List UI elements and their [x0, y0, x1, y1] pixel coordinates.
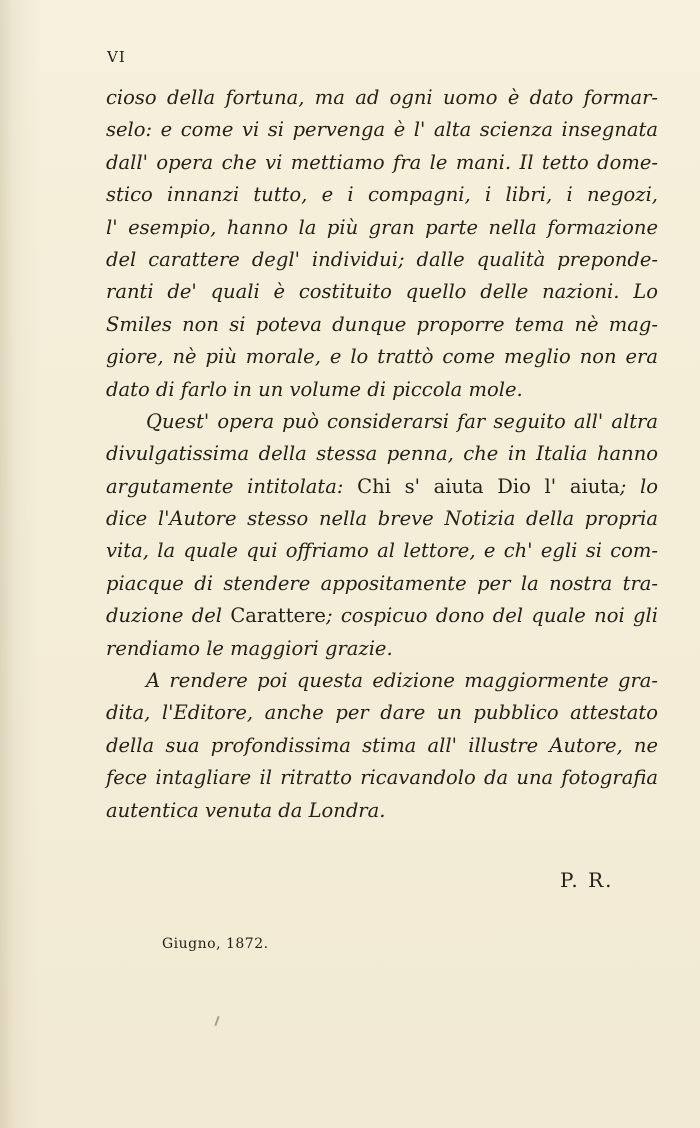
text-segment: dall' opera che vi mettiamo fra le mani. Il tetto dome-: [106, 150, 658, 174]
text-segment: cioso della fortuna, ma ad ogni uomo è dato formar-: [106, 86, 658, 109]
text-line: [106, 341, 658, 373]
date-line: Giugno, 1872.: [162, 936, 269, 952]
text-segment: della sua profondissima stima all' illustre Autore, ne: [106, 733, 658, 757]
text-segment: Quest' opera può considerarsi far seguito all' altra: [146, 409, 658, 433]
text-line: [106, 438, 658, 470]
text-line: [106, 795, 658, 827]
text-segment: dato di farlo in un volume di piccola mole.: [106, 377, 523, 401]
text-segment: argutamente intitolata:: [106, 474, 358, 498]
text-line: [106, 697, 658, 729]
text-line: [106, 179, 658, 211]
text-segment: vita, la quale qui offriamo al lettore, e ch' egli si com-: [106, 539, 658, 563]
text-line: [106, 212, 658, 244]
text-segment: ; cospicuo dono del quale noi gli: [325, 604, 658, 628]
text-line: [106, 244, 658, 276]
text-segment: giore, nè più morale, e lo trattò come meglio non era: [106, 345, 658, 369]
text-segment: Chi s' aiuta Dio l' aiuta: [357, 474, 620, 498]
text-line: [106, 276, 658, 308]
text-segment: A rendere poi questa edizione maggiormente gra-: [146, 669, 658, 693]
page-number: VI: [107, 48, 126, 66]
text-line: [106, 535, 658, 567]
text-line: [106, 600, 658, 632]
text-segment: stico innanzi tutto, e i compagni, i libri, i negozi,: [106, 183, 658, 207]
text-line: [106, 147, 658, 179]
text-segment: l' esempio, hanno la più gran parte nella formazione: [106, 215, 658, 239]
text-line: [106, 633, 658, 665]
text-segment: piacque di stendere appositamente per la nostra tra-: [106, 571, 658, 595]
body-text: [106, 82, 658, 827]
text-line: [106, 730, 658, 762]
text-line: [106, 503, 658, 535]
text-line: [106, 568, 658, 600]
text-segment: selo: e come vi si pervenga è l' alta scienza insegnata: [106, 118, 658, 142]
text-segment: dita, l'Editore, anche per dare un pubblico attestato: [106, 701, 658, 725]
signature-initials: P. R.: [560, 868, 614, 892]
text-segment: del carattere degl' individui; dalle qualità preponde-: [106, 247, 658, 271]
stray-ink-mark: [214, 1016, 219, 1026]
text-segment: autentica venuta da Londra.: [106, 798, 386, 822]
text-segment: rendiamo le maggiori grazie.: [106, 636, 393, 660]
text-line: [106, 82, 658, 114]
text-line: [106, 114, 658, 146]
text-segment: fece intagliare il ritratto ricavandolo da una fotografia: [106, 766, 658, 790]
text-segment: Smiles non si poteva dunque proporre tema nè mag-: [106, 312, 658, 336]
text-line: [106, 471, 658, 503]
text-line: [106, 309, 658, 341]
text-segment: divulgatissima della stessa penna, che in Italia hanno: [106, 442, 658, 466]
text-segment: dice l'Autore stesso nella breve Notizia della propria: [106, 507, 658, 531]
text-line: [106, 406, 658, 438]
text-line: [106, 762, 658, 794]
text-segment: ranti de' quali è costituito quello delle nazioni. Lo: [106, 280, 658, 304]
text-segment: ; lo: [619, 474, 658, 498]
text-segment: duzione del: [106, 604, 231, 628]
text-segment: Carattere: [230, 604, 326, 628]
text-line: [106, 665, 658, 697]
text-line: [106, 374, 658, 406]
